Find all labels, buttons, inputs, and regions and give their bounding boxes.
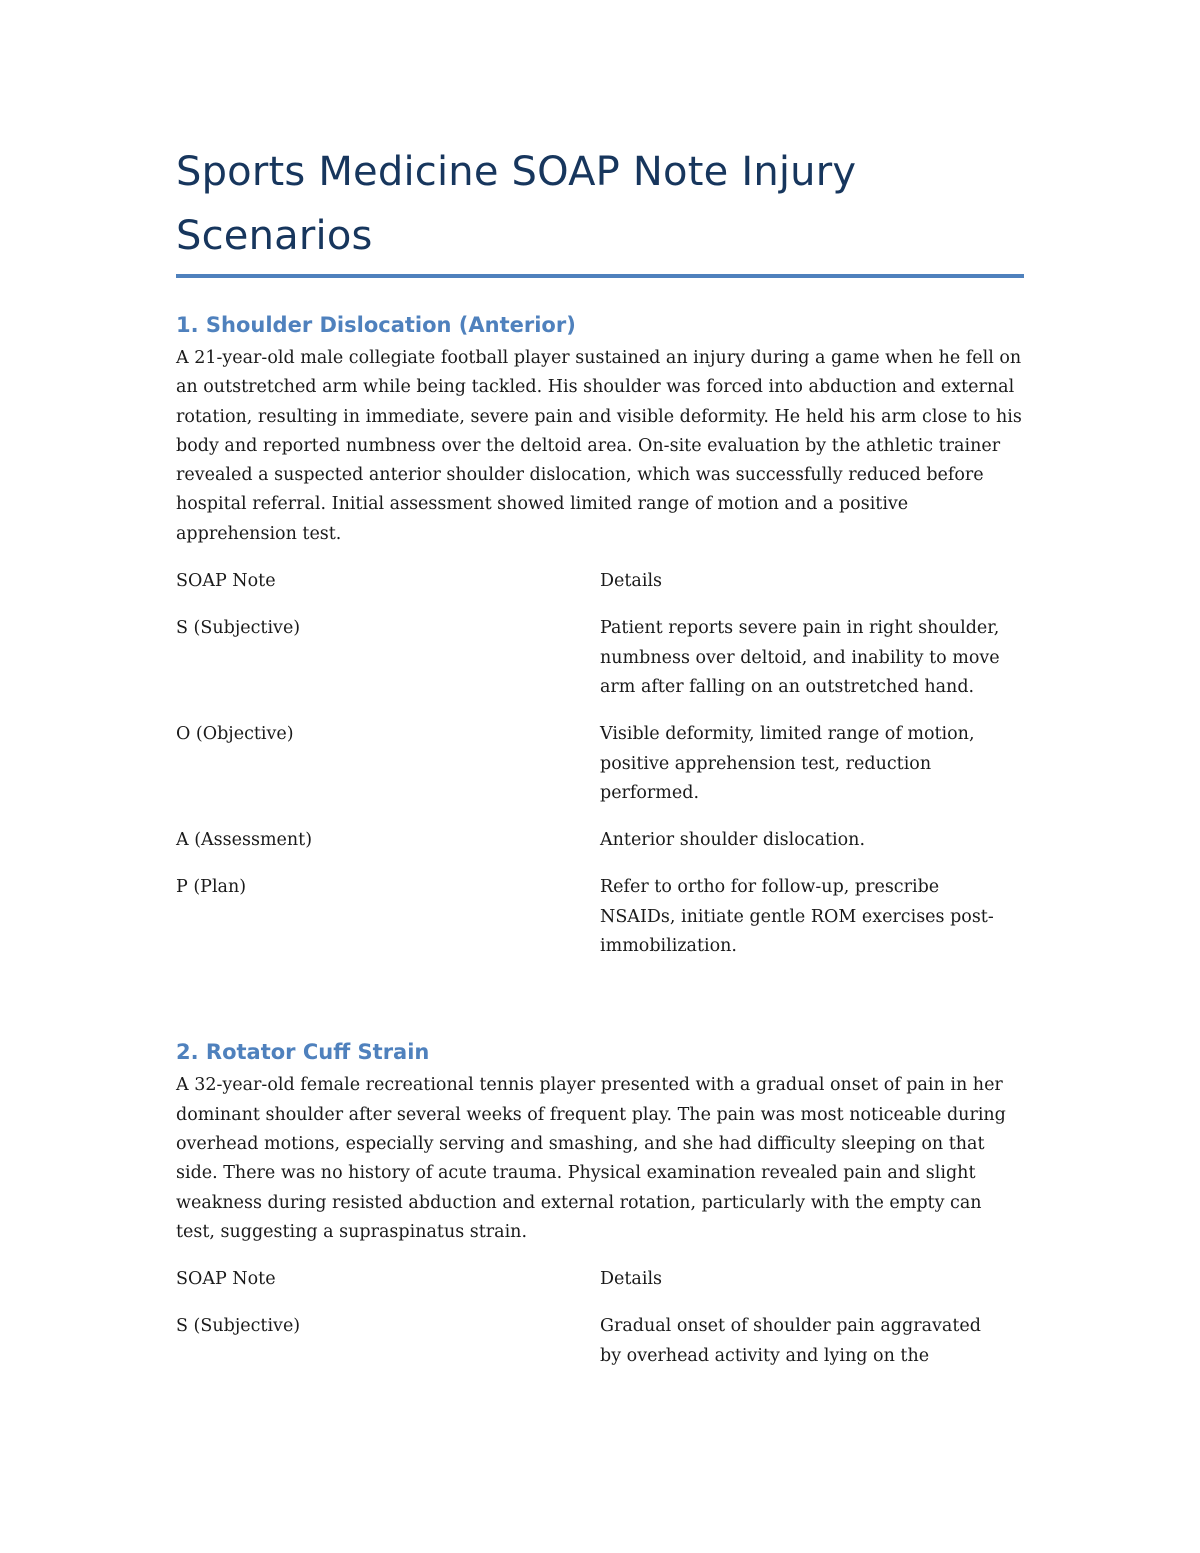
soap-table-header bbox=[176, 1265, 1026, 1294]
case-description: A 32-year-old female recreational tennis player presented with a gradual onset of pain in her dominant shoulder after several weeks of frequent play. The pain was most noticeable during overhead motions, especially serving and smashing, and she had difficulty sleeping on that side. There was no history of acute trauma. Physical examination revealed pain and slight weakness during resisted abduction and external rotation, particularly with the empty can test, suggesting a supraspinatus strain. bbox=[176, 1075, 1006, 1242]
table-row bbox=[176, 614, 1026, 702]
soap-detail-subjective: Patient reports severe pain in right shoulder, numbness over deltoid, and inability to move arm after falling on an outstretched hand. bbox=[600, 618, 1000, 697]
soap-detail-assessment: Anterior shoulder dislocation. bbox=[600, 830, 866, 851]
document-title: Sports Medicine SOAP Note Injury Scenarios bbox=[176, 149, 857, 259]
column-header-soap-note: SOAP Note bbox=[176, 1269, 276, 1290]
soap-label-subjective: S (Subjective) bbox=[176, 618, 301, 639]
soap-detail-subjective: Gradual onset of shoulder pain aggravated by overhead activity and lying on the bbox=[600, 1316, 981, 1366]
soap-label-assessment: A (Assessment) bbox=[176, 830, 313, 851]
table-row bbox=[176, 720, 1026, 808]
table-row bbox=[176, 826, 1026, 855]
column-header-details: Details bbox=[600, 571, 663, 592]
document-content bbox=[176, 140, 1026, 1389]
soap-label-plan: P (Plan) bbox=[176, 877, 247, 898]
section-rotator-cuff-strain bbox=[176, 1037, 1026, 1371]
soap-table bbox=[176, 567, 1026, 961]
soap-label-subjective: S (Subjective) bbox=[176, 1316, 301, 1337]
soap-table-header bbox=[176, 567, 1026, 596]
column-header-soap-note: SOAP Note bbox=[176, 571, 276, 592]
section-heading: 2. Rotator Cuff Strain bbox=[176, 1040, 430, 1065]
soap-label-objective: O (Objective) bbox=[176, 724, 294, 745]
case-description: A 21-year-old male collegiate football player sustained an injury during a game when he fell on an outstretched arm while being tackled. His shoulder was forced into abduction and external rotation, resulting in immediate, severe pain and visible deformity. He held his arm close to his body and reported numbness over the deltoid area. On-site evaluation by the athletic trainer revealed a suspected anterior shoulder dislocation, which was successfully reduced before hospital referral. Initial assessment showed limited range of motion and a positive apprehension test. bbox=[176, 348, 1022, 544]
column-header-details: Details bbox=[600, 1269, 663, 1290]
soap-detail-objective: Visible deformity, limited range of motion, positive apprehension test, reduction performed. bbox=[600, 724, 975, 803]
section-heading: 1. Shoulder Dislocation (Anterior) bbox=[176, 313, 576, 337]
soap-table bbox=[176, 1265, 1026, 1371]
title-divider bbox=[176, 274, 1024, 278]
table-row bbox=[176, 873, 1026, 961]
soap-detail-plan: Refer to ortho for follow-up, prescribe NSAIDs, initiate gentle ROM exercises post-immobilization. bbox=[600, 877, 994, 957]
table-row bbox=[176, 1312, 1026, 1371]
section-shoulder-dislocation bbox=[176, 310, 1026, 961]
